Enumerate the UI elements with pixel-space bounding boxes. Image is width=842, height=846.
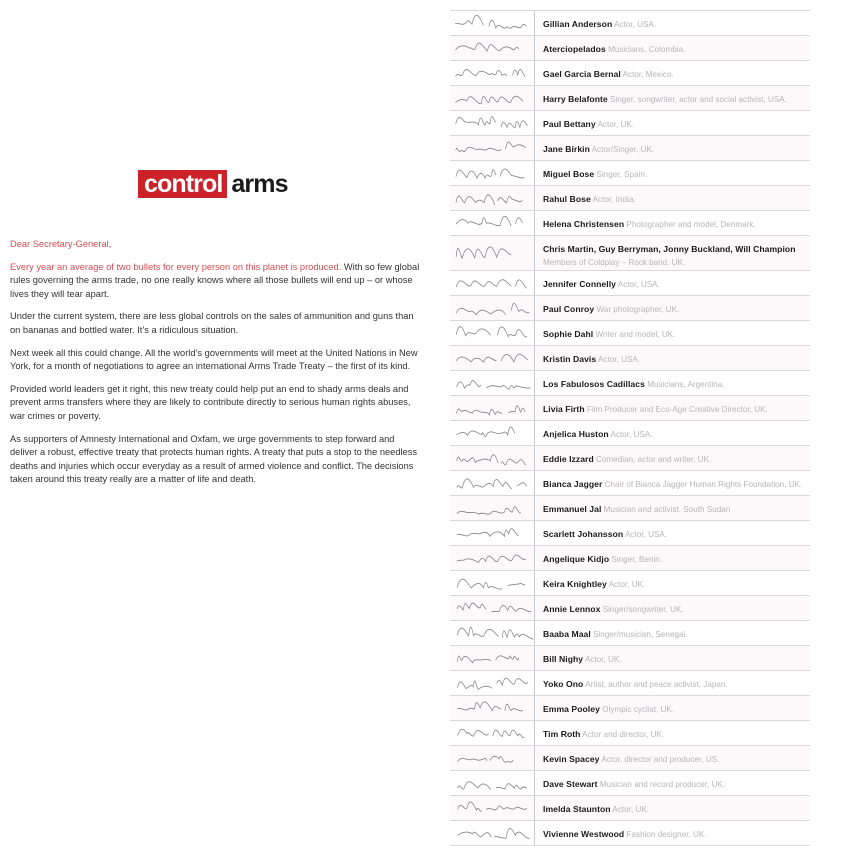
signatory-name: Paul Bettany [543, 119, 596, 129]
signatory-details [535, 821, 810, 845]
signature-mark [450, 296, 535, 320]
signatory-description: Musicians, Argentina. [644, 380, 725, 389]
signatory-description: Film Producer and Eco-Age Creative Director, UK. [584, 405, 768, 414]
letter-paragraph: As supporters of Amnesty International and Oxfam, we urge governments to step forward and deliver a robust, effective treaty that protects human rights. A treaty that puts a stop to the needless deaths and injuries which occur everyday as a result of armed violence and conflict. The decisions taken around this treaty really are a matter of life and death. [10, 433, 418, 485]
signatory-details [535, 421, 810, 445]
signatory-name: Jennifer Connelly [543, 279, 616, 289]
signatory-row [450, 136, 810, 161]
signature-mark [450, 471, 535, 495]
signatory-details [535, 186, 810, 210]
signature-mark [450, 186, 535, 210]
letter-text [10, 238, 422, 496]
signatory-row [450, 236, 810, 271]
letter-paragraph: Provided world leaders get it right, this new treaty could help put an end to shady arms deals and prevent arms transfers where they are likely to contribute directly to serious human rights abuses, war crimes or poverty. [10, 383, 411, 421]
signatory-details [535, 646, 810, 670]
signatory-details [535, 321, 810, 345]
signatory-name: Baaba Maal [543, 629, 591, 639]
letter-panel [0, 0, 432, 595]
signatory-name: Kristin Davis [543, 354, 597, 364]
signatory-description: Musician and activist, South Sudan [601, 505, 731, 514]
signatory-name: Bill Nighy [543, 654, 584, 664]
signatory-name: Emmanuel Jal [543, 504, 602, 514]
signatory-details [535, 771, 810, 795]
signatory-details [535, 296, 810, 320]
signature-mark [450, 211, 535, 235]
signatory-name: Kevin Spacey [543, 754, 600, 764]
signatory-row [450, 796, 810, 821]
signatory-name: Aterciopelados [543, 44, 606, 54]
signature-mark [450, 521, 535, 545]
letter-paragraph-lead: Every year an average of two bullets for every person on this planet is produced. [10, 261, 342, 272]
signature-mark [450, 161, 535, 185]
logo-word-control: control [138, 170, 227, 198]
signatory-name: Chris Martin, Guy Berryman, Jonny Buckland, Will Champion [543, 244, 796, 254]
signatory-details [535, 86, 810, 110]
signatory-row [450, 36, 810, 61]
signatory-name: Anjelica Huston [543, 429, 609, 439]
signatory-details [535, 36, 810, 60]
signatory-description: Fashion designer, UK. [624, 830, 707, 839]
signatory-details [535, 136, 810, 160]
signatory-description: Actor, UK. [606, 580, 646, 589]
signatory-details [535, 346, 810, 370]
signatory-row [450, 186, 810, 211]
signatory-description: Actor, UK. [610, 805, 650, 814]
signatory-details [535, 671, 810, 695]
signatory-name: Gael Garcia Bernal [543, 69, 621, 79]
signatory-name: Helena Christensen [543, 219, 625, 229]
signatory-row [450, 321, 810, 346]
signatory-name: Jane Birkin [543, 144, 590, 154]
signatory-name: Harry Belafonte [543, 94, 608, 104]
signatory-name: Yoko Ono [543, 679, 584, 689]
signature-mark [450, 11, 535, 35]
signatory-description: Actor and director, UK. [580, 730, 665, 739]
signatory-details [535, 236, 810, 270]
signatory-details [535, 496, 810, 520]
signatory-row [450, 446, 810, 471]
signatory-description: Musicians, Colombia. [605, 45, 686, 54]
signature-mark [450, 796, 535, 820]
signature-mark [450, 446, 535, 470]
signatory-row [450, 546, 810, 571]
signatory-details [535, 211, 810, 235]
signatory-name: Angelique Kidjo [543, 554, 610, 564]
signatory-row [450, 61, 810, 86]
signatory-row [450, 771, 810, 796]
signatory-row [450, 496, 810, 521]
signatory-description: Actor, India. [590, 195, 636, 204]
signatory-name: Los Fabulosos Cadillacs [543, 379, 645, 389]
signatory-details [535, 161, 810, 185]
signature-mark [450, 371, 535, 395]
signatory-details [535, 596, 810, 620]
signatory-description: Singer/musician, Senegal. [590, 630, 688, 639]
signature-mark [450, 236, 535, 270]
signature-mark [450, 596, 535, 620]
signatory-row [450, 271, 810, 296]
signature-mark [450, 136, 535, 160]
signatory-row [450, 161, 810, 186]
signatory-name: Annie Lennox [543, 604, 601, 614]
signature-mark [450, 746, 535, 770]
signature-mark [450, 271, 535, 295]
signatory-description: Singer, songwriter, actor and social activist, USA. [607, 95, 787, 104]
signature-mark [450, 396, 535, 420]
signatory-row [450, 86, 810, 111]
signatory-name: Bianca Jagger [543, 479, 603, 489]
signatory-row [450, 596, 810, 621]
signatory-details [535, 446, 810, 470]
signature-mark [450, 546, 535, 570]
signatory-details [535, 721, 810, 745]
signature-mark [450, 771, 535, 795]
signatory-description: Actor, UK. [595, 120, 635, 129]
signature-mark [450, 496, 535, 520]
signature-mark [450, 621, 535, 645]
signatory-description: Actor, USA. [608, 430, 653, 439]
signature-mark [450, 571, 535, 595]
signature-mark [450, 321, 535, 345]
signatory-description: Writer and model, UK. [593, 330, 676, 339]
signatory-row [450, 671, 810, 696]
signatory-row [450, 396, 810, 421]
signatory-name: Emma Pooley [543, 704, 600, 714]
signatory-name: Sophie Dahl [543, 329, 594, 339]
signatory-row [450, 721, 810, 746]
signatory-details [535, 546, 810, 570]
signature-mark [450, 671, 535, 695]
signatory-row [450, 471, 810, 496]
signatory-description: Comedian, actor and writer, UK. [593, 455, 712, 464]
signatory-name: Scarlett Johansson [543, 529, 624, 539]
signature-mark [450, 346, 535, 370]
signatory-details [535, 61, 810, 85]
signatory-name: Eddie Izzard [543, 454, 594, 464]
signatory-row [450, 211, 810, 236]
signatory-name: Keira Knightley [543, 579, 607, 589]
signatory-row [450, 11, 810, 36]
signatory-description: Actor/Singer, UK. [589, 145, 655, 154]
signatory-row [450, 521, 810, 546]
signatory-name: Dave Stewart [543, 779, 598, 789]
signatory-details [535, 111, 810, 135]
signatory-description: Singer/songwriter, UK. [600, 605, 684, 614]
signatory-description: War photographer, UK. [594, 305, 680, 314]
signature-mark [450, 696, 535, 720]
signature-mark [450, 421, 535, 445]
signatory-details [535, 571, 810, 595]
signature-mark [450, 86, 535, 110]
signatory-row [450, 571, 810, 596]
signatory-description: Actor, USA. [623, 530, 668, 539]
signatory-description: Photographer and model, Denmark. [624, 220, 756, 229]
signature-mark [450, 111, 535, 135]
signature-mark [450, 61, 535, 85]
signatory-details [535, 696, 810, 720]
letter-salutation: Dear Secretary-General, [10, 239, 112, 249]
signatory-row [450, 646, 810, 671]
letter-paragraph: Under the current system, there are less global controls on the sales of ammunition and guns than on bananas and bottled water. It’s a ridiculous situation. [10, 311, 414, 335]
signature-mark [450, 36, 535, 60]
signatory-details [535, 471, 810, 495]
signatory-details [535, 371, 810, 395]
signatory-description: Chair of Bianca Jagger Human Rights Foundation, UK. [602, 480, 803, 489]
signatory-name: Gillian Anderson [543, 19, 613, 29]
signature-mark [450, 721, 535, 745]
signatory-name: Tim Roth [543, 729, 581, 739]
signatory-table [450, 10, 810, 846]
signatory-details [535, 396, 810, 420]
letter-paragraph: Every year an average of two bullets for every person on this planet is produced. With so few global rules governing the arms trade, no one really knows where all those bullets will end up – or whose lives they will tear apart. [10, 261, 420, 299]
signatory-description: Artist, author and peace activist, Japan. [583, 680, 728, 689]
signatory-description: Actor, USA. [612, 20, 657, 29]
signatory-row [450, 421, 810, 446]
signatory-description: Actor, director and producer, US. [599, 755, 720, 764]
signatory-description: Musician and record producer, UK. [597, 780, 726, 789]
signatory-name: Rahul Bose [543, 194, 591, 204]
signatory-details [535, 621, 810, 645]
signatory-description: Actor, USA. [615, 280, 660, 289]
signatory-details [535, 11, 810, 35]
signatory-row [450, 696, 810, 721]
signatory-row [450, 111, 810, 136]
signatory-details [535, 271, 810, 295]
signatory-details [535, 796, 810, 820]
signatory-row [450, 821, 810, 846]
signatory-description: Actor, UK. [583, 655, 622, 664]
signatory-description: Actor, Mexico. [620, 70, 674, 79]
signatory-details [535, 521, 810, 545]
signatory-description: Actor, USA. [596, 355, 641, 364]
signatory-name: Imelda Staunton [543, 804, 611, 814]
signatory-description: Singer, Benin. [609, 555, 663, 564]
signature-mark [450, 821, 535, 845]
logo-word-arms: arms [231, 170, 288, 198]
signatory-row [450, 346, 810, 371]
signatory-description: Singer, Spain. [594, 170, 648, 179]
signatory-name: Paul Conroy [543, 304, 595, 314]
signatory-name: Vivienne Westwood [543, 829, 625, 839]
signatory-name: Livia Firth [543, 404, 585, 414]
signatory-row [450, 371, 810, 396]
signatory-row [450, 746, 810, 771]
signatory-row [450, 621, 810, 646]
letter-paragraph: Next week all this could change. All the world’s governments will meet at the United Nations in New York, for a month of negotiations to agree an international Arms Trade Treaty – the first of its kind. [10, 347, 418, 372]
signatory-name: Miguel Bose [543, 169, 595, 179]
signatory-description: Olympic cyclist, UK. [599, 705, 675, 714]
signatory-row [450, 296, 810, 321]
signatory-description: Members of Coldplay – Rock band, UK. [543, 258, 686, 267]
control-arms-logo [138, 170, 292, 198]
signature-mark [450, 646, 535, 670]
signatory-details [535, 746, 810, 770]
